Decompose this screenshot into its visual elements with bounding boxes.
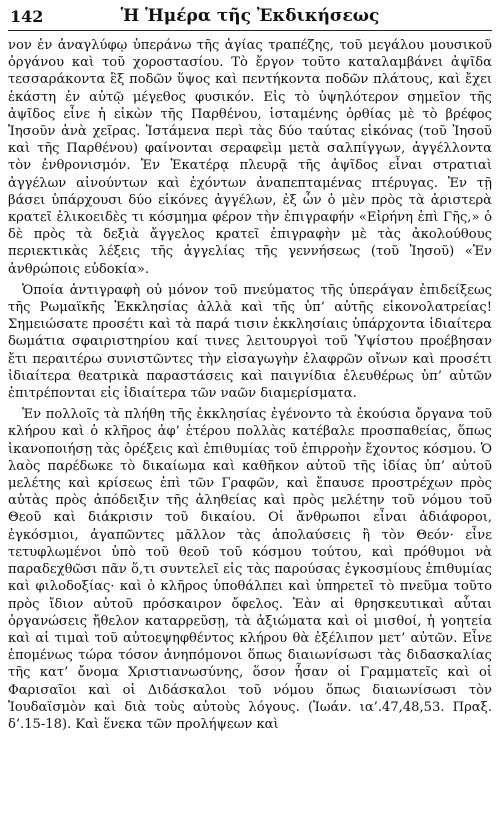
page-header: [8, 6, 492, 31]
paragraph: Ἐν πολλοῖς τὰ πλήθη τῆς ἐκκλησίας ἐγένοντο τὰ ἐκούσια ὄργανα τοῦ κλήρου καὶ ὁ κλῆρος ἀφ’ ἑτέρου πολλὰς κατέβαλε προσπαθείας, ὅπως ἱκανοποιήσῃ τὰς ὀρέξεις καὶ ἐπιθυμίας τοῦ ἐπιρροὴν ἔχοντος κόσμου. Ὁ λαὸς παρέδωκε τὸ δικαίωμα καὶ καθῆκον αὐτοῦ τῆς ἰδίας ὑπ’ αὐτοῦ μελέτης καὶ κρίσεως ἐπὶ τῶν Γραφῶν, καὶ ἔπαυσε προστρέχων πρὸς αὐτὰς πρὸς ἀπόδειξιν τῆς ἀληθείας καὶ πρὸς μελέτην τοῦ νόμου τοῦ Θεοῦ καὶ διάκρισιν τοῦ δικαίου. Οἱ ἄνθρωποι εἶναι ἀδιάφοροι, ἐγκόσμιοι, ἀγαπῶντες μᾶλλον τὰς ἀπολαύσεις ἢ τὸν Θεόν· εἶνε τετυφλωμένοι ὑπὸ τοῦ θεοῦ τοῦ κόσμου τούτου, καὶ πρόθυμοι νὰ παραδεχθῶσι πᾶν ὅ,τι συντελεῖ εἰς τὰς παρούσας ἐγκοσμίους ἐπιθυμίας καὶ φιλοδοξίας· καὶ ὁ κλῆρος ὑποθάλπει καὶ ὑπηρετεῖ τὸ πνεῦμα τοῦτο πρὸς ἴδιον αὐτοῦ πρόσκαιρον ὄφελος. Ἐὰν αἱ θρησκευτικαὶ αὗται ὀργανώσεις ἤθελον καταρρεῦσῃ, τὰ ἀξιώματα καὶ οἱ μισθοί, ἡ γοητεία καὶ αἱ τιμαὶ τοῦ αὐτοεψηφθέντος κλήρου θὰ ἐξέλιπον μετ’ αὐτῶν. Εἶνε ἑπομένως τώρα τόσον ἀνηπόμονοι ὅπως διαιωνίσωσι τὰς διδασκαλίας τῆς κατ’ ὄνομα Χριστιανωσύνης, ὅσον ἦσαν οἱ Γραμματεῖς καὶ οἱ Φαρισαῖοι καὶ οἱ Διδάσκαλοι τοῦ νόμου ὅπως διαιωνίσωσι τὸν Ἰουδαϊσμὸν καὶ διὰ τοὺς αὐτοὺς λόγους. (Ἰωάν. ια’.47,48,53. Πραξ. δ’.15-18). Καὶ ἕνεκα τῶν προλήψεων καὶ: [8, 407, 492, 732]
page-number: 142: [10, 7, 44, 26]
paragraph: Ὁποία ἀντιγραφὴ οὐ μόνον τοῦ πνεύματος τῆς ὑπεράγαν ἐπιδείξεως τῆς Ρωμαϊκῆς Ἐκκλησίας ἀλλὰ καὶ τῆς ὑπ’ αὐτῆς εἰκονολατρείας! Σημειώσατε προσέτι καὶ τὰ παρά τισιν ἐκκλησίαις ὑπάρχοντα ἰδιαίτερα δωμάτια σφαιριστηρίου καί τινες λειτουργοὶ τοῦ Ὑψίστου προέβησαν ἔτι περαιτέρω συνιστῶντες τὴν εἰσαγωγὴν ἐλαφρῶν οἴνων καὶ προσέτι ἰδιαίτερα θεατρικὰ παραστάσεις καὶ παιγνίδια ἐλευθέρως ὑπ’ αὐτῶν ἐπιτρέπονται εἰς ἰδιαίτερα τῶν ναῶν διαμερίσματα.: [8, 282, 492, 402]
running-title: Ἡ Ἡμέρα τῆς Ἐκδικήσεως: [120, 6, 380, 26]
body-text: [8, 37, 492, 733]
paragraph: νον ἐν ἀναγλύφῳ ὑπεράνω τῆς ἁγίας τραπέζης, τοῦ μεγάλου μουσικοῦ ὀργάνου καὶ τοῦ χοροστασίου. Τὸ ἔργον τοῦτο καταλαμβάνει ἀψῖδα τεσσαράκοντα ἓξ ποδῶν ὕψος καὶ πεντήκοντα ποδῶν πλάτους, καὶ ἔχει ἑκάστη ἐν αὐτῷ μέγεθος φυσικόν. Εἰς τὸ ὑψηλότερον σημεῖον τῆς ἀψῖδος εἶνε ἡ εἰκὼν τῆς Παρθένου, ἱσταμένης ὀρθίας μὲ τὸ βρέφος Ἰησοῦν ἀνὰ χεῖρας. Ἱστάμενα περὶ τὰς δύο ταύτας εἰκόνας (τοῦ Ἰησοῦ καὶ τῆς Παρθένου) φαίνονται σεραφεὶμ μετὰ σαλπίγγων, ἀγγέλλοντα τὸν ἐνθρονισμόν. Ἐν Ἑκατέρᾳ πλευρᾷ τῆς ἀψῖδος εἶναι στρατιαὶ ἀγγέλων αἰνούντων καὶ ἐχόντων ἀναπεπταμένας πτέρυγας. Ἐν τῇ βάσει ὑπάρχουσι δύο εἰκόνες ἀγγέλων, ἐξ ὧν ὁ μὲν πρὸς τὰ ἀριστερὰ κρατεῖ ἑλικοειδὲς τι κόσμημα φέρον τὴν ἐπιγραφήν «Εἰρήνη ἐπὶ Γῆς,» ὁ δὲ πρὸς τὰ δεξιὰ ἄγγελος κρατεῖ ἐπιγραφὴν μὲ τὰς ἀκολούθους περιεκτικὰς λέξεις τῆς ἀγγελίας τῆς γεννήσεως (τοῦ Ἰησοῦ) «Ἐν ἀνθρώποις εὐδοκία».: [8, 38, 492, 277]
